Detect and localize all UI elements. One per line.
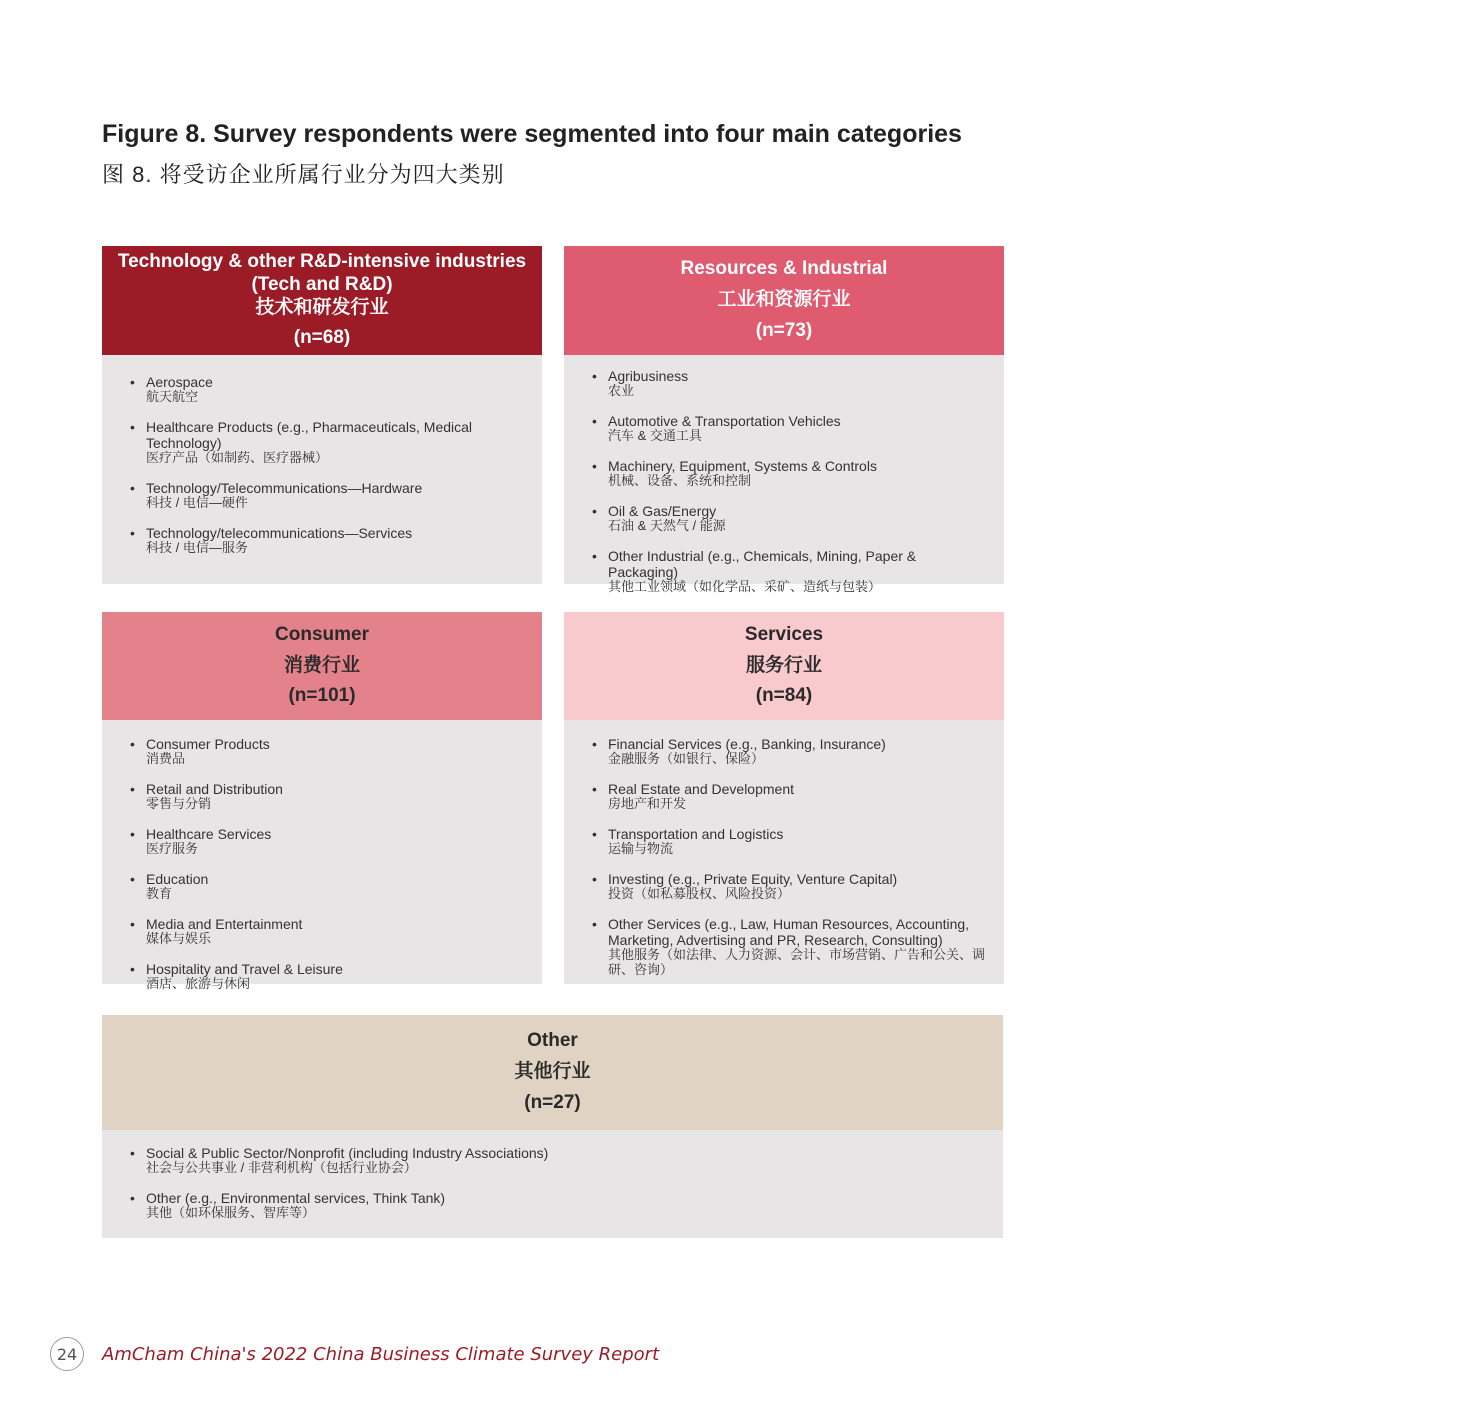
list-item bbox=[592, 413, 990, 444]
item-label-en: • Automotive & Transportation Vehicles bbox=[608, 413, 841, 430]
item-label-zh: 运输与物流 bbox=[608, 841, 674, 857]
category-title-en: Consumer bbox=[275, 623, 369, 645]
item-label-zh: 科技 / 电信—硬件 bbox=[146, 495, 248, 511]
category-item-list bbox=[130, 736, 528, 1006]
item-label-zh: 酒店、旅游与休闲 bbox=[146, 976, 251, 992]
item-label-en: • Technology/Telecommunications—Hardware bbox=[146, 480, 423, 497]
category-title-en-sub: (Tech and R&D) bbox=[251, 273, 393, 295]
item-label-en: • Technology/telecommunications—Services bbox=[146, 525, 413, 542]
category-title-en: Technology & other R&D-intensive industries bbox=[117, 250, 527, 272]
category-header bbox=[102, 612, 542, 720]
item-label-en: • Machinery, Equipment, Systems & Controls bbox=[608, 458, 877, 475]
category-count: (n=101) bbox=[288, 685, 356, 707]
item-label-zh: 社会与公共事业 / 非营利机构（包括行业协会） bbox=[146, 1160, 417, 1176]
figure-title-zh: 图 8. 将受访企业所属行业分为四大类别 bbox=[102, 162, 505, 187]
item-label-zh: 机械、设备、系统和控制 bbox=[608, 473, 752, 489]
category-title-zh: 其他行业 bbox=[514, 1061, 591, 1083]
list-item bbox=[130, 736, 528, 767]
item-label-en: • Other Services (e.g., Law, Human Resources, Accounting, Marketing, Advertising and PR, Research, Consulting) bbox=[608, 916, 970, 949]
list-item bbox=[592, 736, 990, 767]
list-item bbox=[592, 458, 990, 489]
item-label-zh: 房地产和开发 bbox=[608, 796, 687, 812]
list-item bbox=[130, 826, 528, 857]
category-title-en: Other bbox=[527, 1030, 578, 1052]
list-item bbox=[130, 419, 528, 466]
item-label-zh: 其他工业领域（如化学品、采矿、造纸与包装） bbox=[608, 579, 882, 595]
item-label-en: • Investing (e.g., Private Equity, Venture Capital) bbox=[608, 871, 898, 888]
item-label-zh: 金融服务（如银行、保险） bbox=[608, 751, 765, 767]
category-title-zh: 工业和资源行业 bbox=[717, 289, 851, 311]
category-title-en: Resources & Industrial bbox=[680, 258, 888, 280]
item-label-en: • Healthcare Products (e.g., Pharmaceuticals, Medical Technology) bbox=[146, 419, 473, 452]
list-item bbox=[592, 871, 990, 902]
item-label-zh: 投资（如私募股权、风险投资） bbox=[608, 886, 791, 902]
item-label-en: • Agribusiness bbox=[608, 368, 689, 384]
category-count: (n=84) bbox=[755, 685, 813, 707]
item-label-en: • Hospitality and Travel & Leisure bbox=[146, 961, 343, 978]
list-item bbox=[130, 961, 528, 992]
category-header bbox=[564, 246, 1004, 355]
item-label-en: • Transportation and Logistics bbox=[608, 826, 784, 843]
list-item bbox=[592, 916, 990, 978]
item-label-zh: 石油 & 天然气 / 能源 bbox=[608, 518, 726, 534]
category-item-list bbox=[130, 374, 528, 570]
item-label-en: • Oil & Gas/Energy bbox=[608, 503, 717, 520]
item-label-zh: 教育 bbox=[146, 886, 173, 902]
category-item-list bbox=[592, 736, 990, 992]
list-item bbox=[592, 826, 990, 857]
item-label-en: • Other Industrial (e.g., Chemicals, Mining, Paper & Packaging) bbox=[608, 548, 917, 581]
item-label-zh: 消费品 bbox=[146, 751, 186, 767]
item-label-en: • Education bbox=[146, 871, 209, 888]
category-header bbox=[102, 1015, 1003, 1130]
category-card-other bbox=[102, 1015, 1003, 1238]
figure-title-en: Figure 8. Survey respondents were segmented into four main categories bbox=[102, 120, 962, 148]
list-item bbox=[592, 548, 990, 595]
page-footer bbox=[50, 1336, 659, 1372]
item-label-en: • Retail and Distribution bbox=[146, 781, 283, 798]
category-title-zh: 消费行业 bbox=[283, 654, 360, 676]
item-label-en: • Real Estate and Development bbox=[608, 781, 794, 798]
page-number: 24 bbox=[50, 1337, 84, 1371]
item-label-zh: 其他服务（如法律、人力资源、会计、市场营销、广告和公关、调研、咨询） bbox=[608, 947, 986, 978]
report-title: AmCham China's 2022 China Business Climate Survey Report bbox=[102, 1343, 660, 1365]
item-label-en: • Aerospace bbox=[146, 374, 213, 390]
category-card-consumer bbox=[102, 612, 542, 992]
category-header bbox=[564, 612, 1004, 720]
category-title-zh: 技术和研发行业 bbox=[255, 296, 389, 318]
item-label-zh: 媒体与娱乐 bbox=[146, 931, 212, 947]
category-header bbox=[102, 246, 542, 355]
list-item bbox=[130, 480, 528, 511]
item-label-en: • Financial Services (e.g., Banking, Insurance) bbox=[608, 736, 886, 752]
category-card-services bbox=[564, 612, 1004, 984]
item-label-zh: 医疗服务 bbox=[146, 841, 199, 857]
category-count: (n=27) bbox=[524, 1091, 581, 1113]
category-item-list bbox=[592, 368, 990, 609]
list-item bbox=[130, 871, 528, 902]
list-item bbox=[130, 374, 528, 405]
category-card-tech bbox=[102, 246, 542, 584]
item-label-zh: 汽车 & 交通工具 bbox=[608, 428, 702, 444]
list-item bbox=[130, 1145, 989, 1176]
item-label-en: • Social & Public Sector/Nonprofit (including Industry Associations) bbox=[146, 1145, 549, 1161]
item-label-zh: 零售与分销 bbox=[146, 796, 212, 812]
item-label-en: • Consumer Products bbox=[146, 736, 270, 752]
item-label-zh: 航天航空 bbox=[146, 389, 199, 405]
list-item bbox=[592, 781, 990, 812]
list-item bbox=[130, 1190, 989, 1221]
item-label-en: • Healthcare Services bbox=[146, 826, 272, 843]
list-item bbox=[130, 781, 528, 812]
category-count: (n=68) bbox=[293, 327, 351, 349]
item-label-zh: 其他（如环保服务、智库等） bbox=[146, 1205, 316, 1221]
category-title-zh: 服务行业 bbox=[745, 654, 822, 676]
item-label-zh: 科技 / 电信—服务 bbox=[146, 540, 248, 556]
item-label-en: • Other (e.g., Environmental services, Think Tank) bbox=[146, 1190, 446, 1207]
list-item bbox=[130, 525, 528, 556]
item-label-en: • Media and Entertainment bbox=[146, 916, 303, 933]
category-card-resources bbox=[564, 246, 1004, 595]
item-label-zh: 医疗产品（如制药、医疗器械） bbox=[146, 450, 329, 466]
list-item bbox=[592, 503, 990, 534]
list-item bbox=[592, 368, 990, 399]
category-count: (n=73) bbox=[755, 319, 813, 341]
item-label-zh: 农业 bbox=[608, 383, 635, 399]
list-item bbox=[130, 916, 528, 947]
category-item-list bbox=[130, 1145, 989, 1235]
category-title-en: Services bbox=[744, 623, 824, 645]
